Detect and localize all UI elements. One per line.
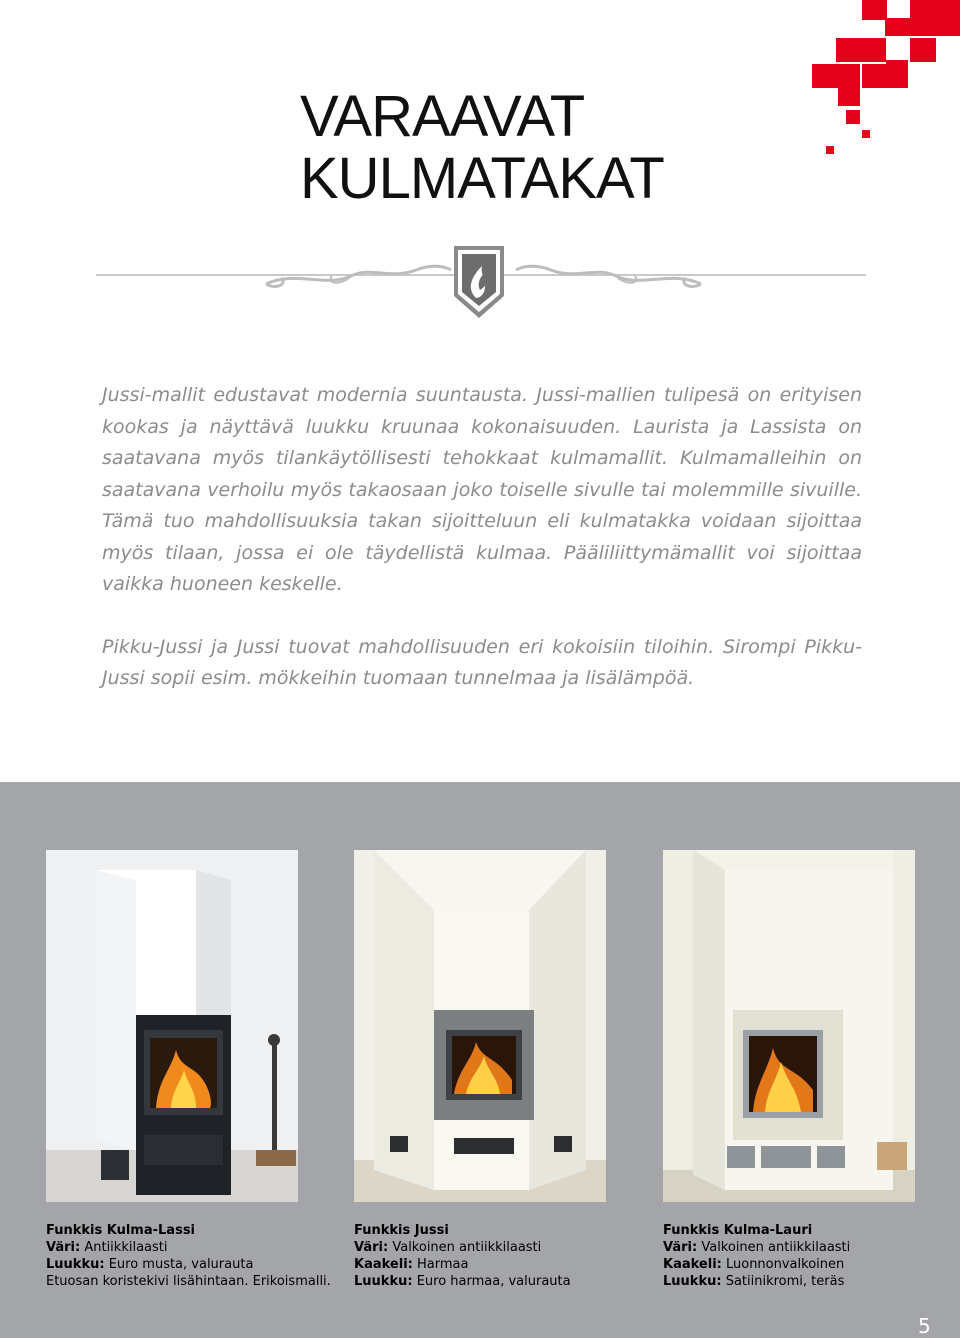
product-info: [663, 1222, 915, 1290]
product-spec-row: Kaakeli: Harmaa: [354, 1257, 469, 1272]
product-card: [354, 850, 606, 1290]
product-card: [663, 850, 915, 1290]
title-line-2: KULMATAKAT: [300, 146, 664, 211]
fireplace-photo: [354, 850, 606, 1202]
product-name: Funkkis Jussi: [354, 1223, 449, 1238]
product-spec-row: Luukku: Satiinikromi, teräs: [663, 1274, 845, 1289]
product-spec-row: Kaakeli: Luonnonvalkoinen: [663, 1257, 845, 1272]
page-number: 5: [918, 1314, 931, 1338]
product-spec-row: Etuosan koristekivi lisähintaan. Erikoismalli.: [46, 1274, 331, 1289]
product-name: Funkkis Kulma-Lassi: [46, 1223, 196, 1238]
title-line-1: VARAAVAT: [300, 84, 585, 149]
product-name: Funkkis Kulma-Lauri: [663, 1223, 813, 1238]
product-spec-row: Väri: Valkoinen antiikkilaasti: [354, 1240, 542, 1255]
product-spec-row: Väri: Valkoinen antiikkilaasti: [663, 1240, 851, 1255]
product-info: [46, 1222, 331, 1290]
fireplace-photo: [46, 850, 298, 1202]
page-title: [300, 86, 720, 210]
product-spec-row: Väri: Antiikkilaasti: [46, 1240, 168, 1255]
shield-icon: [454, 246, 504, 318]
intro-text: [102, 380, 862, 695]
product-card: [46, 850, 331, 1290]
flame-crest-ornament: [96, 240, 866, 324]
fireplace-photo: [663, 850, 915, 1202]
product-spec-row: Luukku: Euro musta, valurauta: [46, 1257, 254, 1272]
intro-paragraph-2: Pikku-Jussi ja Jussi tuovat mahdollisuuden eri kokoisiin tiloihin. Sirompi Pikku-Jussi sopii esim. mökkeihin tuomaan tunnelmaa ja lisälämpöä.: [102, 635, 862, 689]
product-spec-row: Luukku: Euro harmaa, valurauta: [354, 1274, 571, 1289]
intro-paragraph-1: Jussi-mallit edustavat modernia suuntausta. Jussi-mallien tulipesä on erityisen kookas ja näyttävä luukku kruunaa kokonaisuuden. Laurista ja Lassista on saatavana myös tilankäytöllisesti tehokkaat kulmamallit. Kulmamalleihin on saatavana verhoilu myös takaosaan joko toiselle sivulle tai molemmille sivuille. Tämä tuo mahdollisuuksia takan sijoitteluun eli kulmatakka voidaan sijoittaa myös tilaan, jossa ei ole täydellistä kulmaa. Pääliliittymämallit voi sijoittaa vaikka huoneen keskelle.: [102, 384, 862, 595]
product-info: [354, 1222, 606, 1290]
